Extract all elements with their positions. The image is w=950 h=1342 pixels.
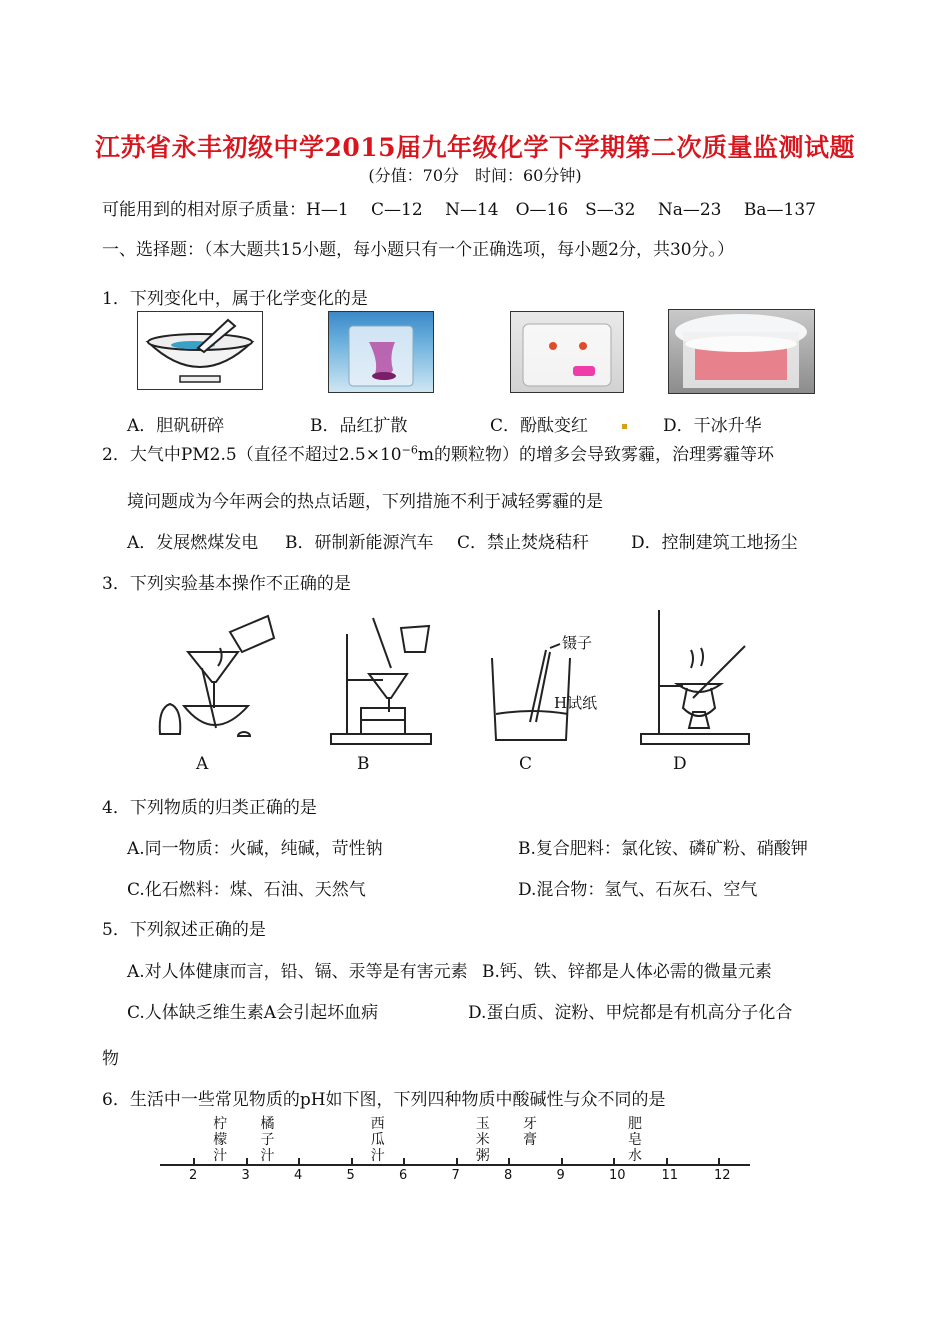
ph-tick — [403, 1158, 405, 1166]
ph-tick-label: 3 — [241, 1168, 250, 1183]
score-time-info: (分值：70分 时间：60分钟) — [368, 166, 582, 185]
q2-stem-line2: 境问题成为今年两会的热点话题，下列措施不利于减轻雾霾的是 — [127, 492, 603, 512]
ph-tick — [718, 1158, 720, 1166]
q1-stem: 1．下列变化中，属于化学变化的是 — [102, 289, 368, 309]
ph-tick — [613, 1158, 615, 1166]
ph-tick-label: 4 — [294, 1168, 303, 1183]
ph-tick — [561, 1158, 563, 1166]
q5-option-a: A.对人体健康而言，铅、镉、汞等是有害元素 — [127, 962, 468, 982]
ph-tick-label: 9 — [556, 1168, 565, 1183]
page-title: 江苏省永丰初级中学2015届九年级化学下学期第二次质量监测试题 — [94, 133, 856, 162]
q1-option-b: B．品红扩散 — [310, 416, 408, 436]
q1-image-phenolphthalein — [510, 311, 624, 393]
ph-substance-label: 肥皂水 — [628, 1116, 642, 1164]
ph-tick — [351, 1158, 353, 1166]
q5-option-b: B.钙、铁、锌都是人体必需的微量元素 — [482, 962, 772, 982]
q5-option-d-continuation: 物 — [102, 1049, 119, 1069]
ph-substance-label: 玉米粥 — [475, 1116, 490, 1164]
ph-substance-label: 柠檬汁 — [213, 1116, 228, 1164]
q5-option-d: D.蛋白质、淀粉、甲烷都是有机高分子化合 — [468, 1003, 793, 1023]
q5-option-c: C.人体缺乏维生素A会引起坏血病 — [127, 1003, 379, 1023]
q2-stem-line1: 2．大气中PM2.5（直径不超过$2.5\times 10^{-6}m$的颗粒物）的增多会导致雾霾，治理雾霾等环 — [102, 443, 774, 465]
section-heading: 一、选择题：（本大题共15小题，每小题只有一个正确选项，每小题2分，共30分。） — [102, 240, 735, 260]
q1-option-c: C．酚酞变红 — [490, 416, 589, 436]
q2-option-c: C．禁止焚烧秸秆 — [457, 533, 590, 553]
q2-option-b: B．研制新能源汽车 — [285, 533, 434, 553]
ph-tick — [193, 1158, 195, 1166]
q2-option-d: D．控制建筑工地扬尘 — [631, 533, 798, 553]
q2-option-a: A．发展燃煤发电 — [127, 533, 259, 553]
q3-diagram-evaporation — [635, 604, 755, 750]
q3-diagram-funnel-stand — [325, 608, 435, 750]
ph-tick-label: 7 — [451, 1168, 460, 1183]
tweezer-label: 镊子 — [562, 634, 593, 652]
ph-tick — [456, 1158, 458, 1166]
q4-option-c: C.化石燃料：煤、石油、天然气 — [127, 880, 366, 900]
q4-option-a: A.同一物质：火碱，纯碱，苛性钠 — [127, 839, 383, 859]
ph-tick — [246, 1158, 248, 1166]
ph-tick-label: 8 — [504, 1168, 513, 1183]
q3-diagram-filtering — [150, 608, 280, 750]
q4-option-d: D.混合物：氢气、石灰石、空气 — [518, 880, 758, 900]
atomic-masses: 可能用到的相对原子质量：H—1 C—12 N—14 O—16 S—32 Na—23 Ba—137 — [102, 200, 816, 220]
q4-option-b: B.复合肥料：氯化铵、磷矿粉、硝酸钾 — [518, 839, 808, 859]
q3-diagram-ph-test — [488, 630, 618, 752]
q3-label-c: C — [519, 754, 533, 774]
ph-substance-label: 西瓜汁 — [370, 1116, 385, 1164]
ph-scale — [160, 1118, 750, 1188]
q1-image-mortar — [137, 311, 263, 390]
q1-option-a: A．胆矾研碎 — [127, 416, 225, 436]
q6-stem: 6．生活中一些常见物质的pH如下图，下列四种物质中酸碱性与众不同的是 — [102, 1090, 666, 1110]
q4-stem: 4．下列物质的归类正确的是 — [102, 798, 317, 818]
q5-stem: 5．下列叙述正确的是 — [102, 920, 266, 940]
q3-stem: 3．下列实验基本操作不正确的是 — [102, 574, 351, 594]
ph-tick-label: 11 — [661, 1168, 679, 1183]
ph-substance-label: 牙膏 — [523, 1116, 537, 1148]
q3-label-b: B — [357, 754, 370, 774]
ph-tick — [666, 1158, 668, 1166]
ph-paper-label: H试纸 — [554, 694, 598, 712]
ph-tick — [298, 1158, 300, 1166]
q3-label-d: D — [673, 754, 687, 774]
q1-image-dry-ice — [668, 309, 815, 394]
ph-tick-label: 12 — [714, 1168, 731, 1183]
q1-image-magenta-diffusion — [328, 311, 434, 393]
ph-tick-label: 5 — [346, 1168, 355, 1183]
q1-option-d: D．干冰升华 — [663, 416, 762, 436]
ph-tick — [508, 1158, 510, 1166]
q3-label-a: A — [196, 754, 209, 774]
stray-dot — [622, 424, 627, 429]
ph-tick-label: 10 — [609, 1168, 626, 1183]
ph-tick-label: 2 — [189, 1168, 198, 1183]
ph-substance-label: 橘子汁 — [260, 1116, 275, 1164]
ph-tick-label: 6 — [399, 1168, 408, 1183]
